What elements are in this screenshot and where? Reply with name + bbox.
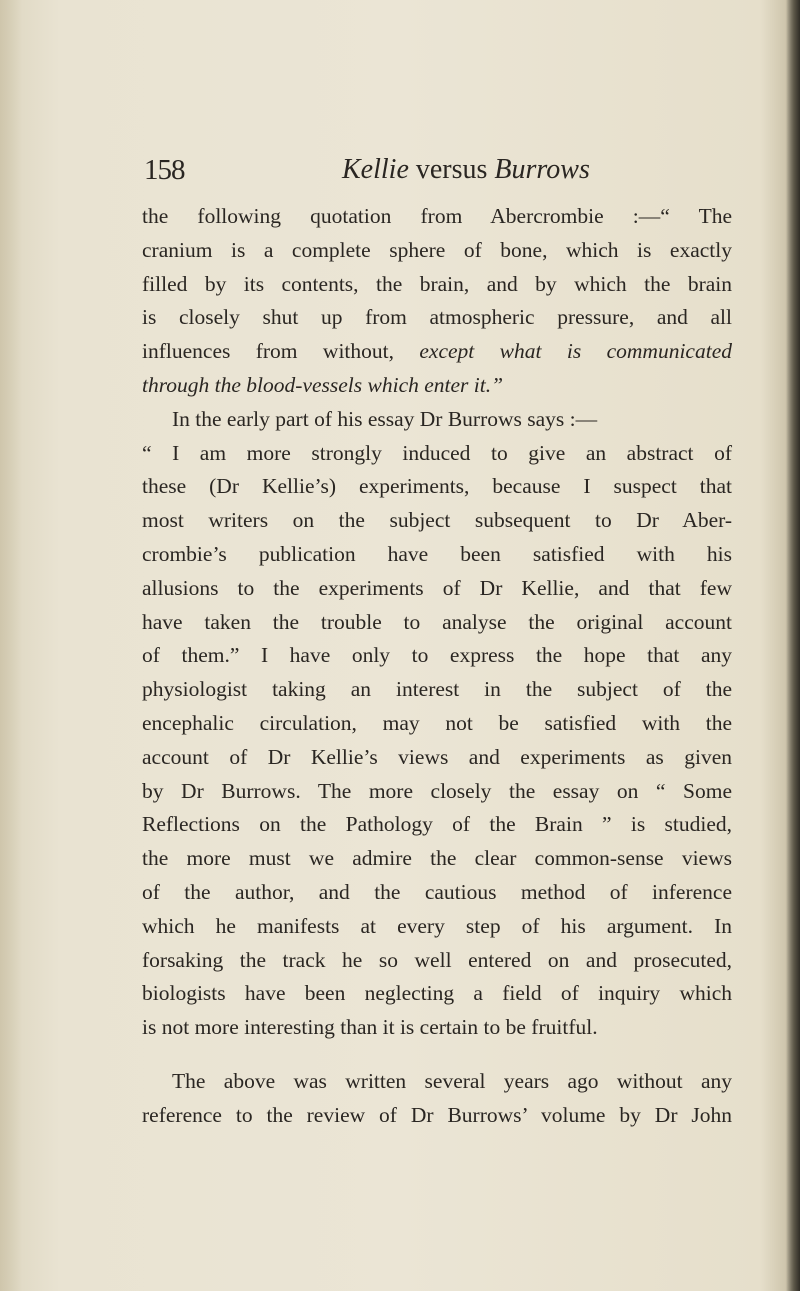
text-line: allusions to the experiments of Dr Kellie, and that few [142,575,732,600]
text-line: of the author, and the cautious method of inference [142,879,732,904]
text-line: cranium is a complete sphere of bone, which is exactly [142,237,732,262]
text-line-italic [142,369,732,403]
text-line: Reflections on the Pathology of the Brain ” is studied, [142,812,732,837]
running-title-part2: versus [408,154,495,185]
paragraph-start-line: The above was written several years ago without any [172,1068,732,1093]
text-line: most writers on the subject subsequent to Dr Aber- [142,508,732,533]
paragraph-start-line: In the early part of his essay Dr Burrows says :— [172,406,598,431]
text-line: have taken the trouble to analyse the original account [142,609,732,634]
page-right-edge [786,0,800,1291]
text-line: the more must we admire the clear common-sense views [142,846,732,871]
text-line: filled by its contents, the brain, and by which the brain [142,271,732,296]
text-line: biologists have been neglecting a field of inquiry which [142,981,732,1006]
text-line: encephalic circulation, may not be satisfied with the [142,710,732,735]
text-line: reference to the review of Dr Burrows’ volume by Dr John [142,1102,732,1127]
running-title [342,154,590,186]
page-number: 158 [144,154,185,186]
paragraph-end-line: is not more interesting than it is certain to be fruitful. [142,1015,598,1040]
text-line-italic-part: except what is communicated [419,339,732,364]
text-line: account of Dr Kellie’s views and experiments as given [142,744,732,769]
text-line: “ I am more strongly induced to give an abstract of [142,440,732,465]
text-line: the following quotation from Abercrombie :—“ The [142,204,732,228]
page-left-shadow [0,0,22,1291]
text-line: physiologist taking an interest in the subject of the [142,677,732,702]
text-line: by Dr Burrows. The more closely the essay on “ Some [142,778,732,803]
text-line-plain-part: influences from without, [142,339,420,364]
text-line: is closely shut up from atmospheric pressure, and all [142,305,732,330]
running-title-part3: Burrows [494,154,590,185]
text-line: crombie’s publication have been satisfied with his [142,541,732,566]
paragraph-gap [142,1045,732,1065]
running-header [144,150,624,190]
body-text [142,200,732,1133]
text-line-mixed [142,335,732,369]
text-line: which he manifests at every step of his argument. In [142,913,732,938]
text-line: these (Dr Kellie’s) experiments, because I suspect that [142,474,732,499]
quote-italic-end: through the blood-vessels which enter it.” [142,372,504,397]
running-title-part1: Kellie [342,154,409,185]
text-line: of them.” I have only to express the hope that any [142,643,732,668]
text-line: forsaking the track he so well entered on and prosecuted, [142,947,732,972]
